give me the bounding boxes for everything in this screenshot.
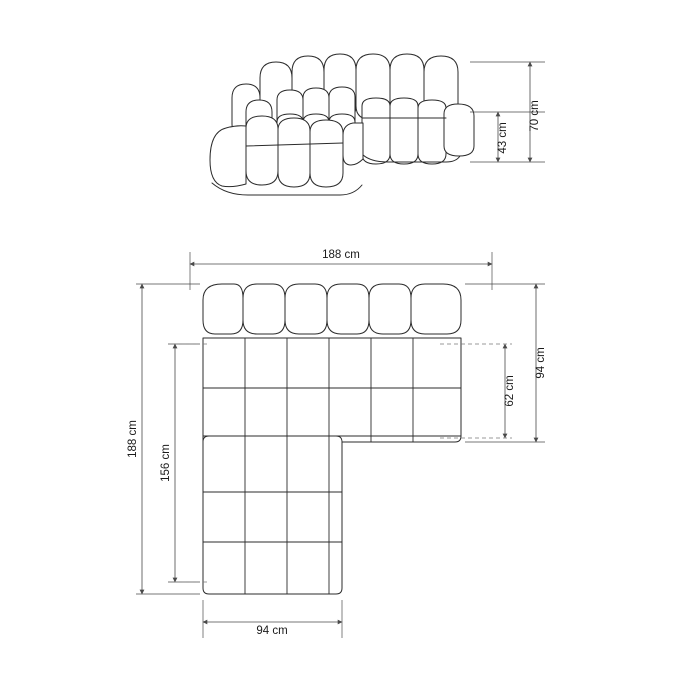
perspective-view bbox=[210, 54, 474, 195]
dim-label-156: 156 cm bbox=[160, 444, 172, 482]
dim-label-188-top: 188 cm bbox=[322, 249, 360, 261]
top-seat-outline bbox=[203, 338, 461, 594]
dim-label-188-left: 188 cm bbox=[127, 420, 139, 458]
chaise-block bbox=[210, 116, 363, 195]
dim-label-94-right: 94 cm bbox=[535, 347, 547, 379]
top-backrest-row bbox=[203, 284, 461, 334]
dim-label-94-bottom: 94 cm bbox=[256, 625, 288, 637]
dim-label-70: 70 cm bbox=[529, 100, 541, 132]
top-view bbox=[203, 284, 461, 594]
perspective-dimensions bbox=[470, 62, 545, 162]
right-seat-block bbox=[362, 98, 474, 164]
dim-label-62: 62 cm bbox=[504, 375, 516, 407]
dim-label-43: 43 cm bbox=[497, 122, 509, 154]
